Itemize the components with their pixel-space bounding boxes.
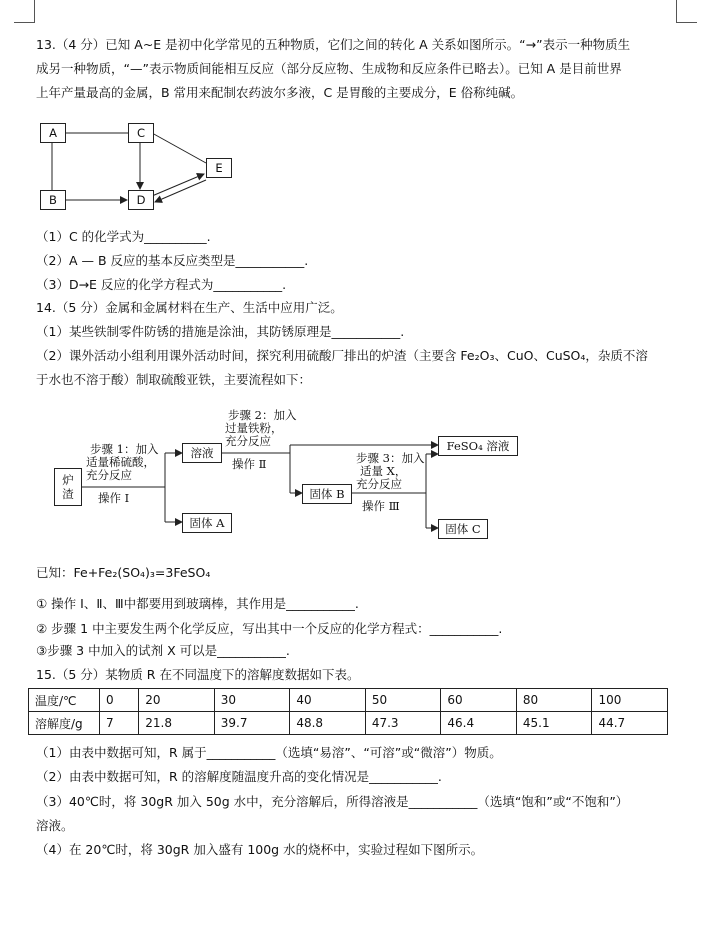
q14-sub2b: 于水也不溶于酸）制取硫酸亚铁，主要流程如下：: [36, 372, 312, 387]
table-cell: 50: [365, 689, 441, 712]
q13-sub1: （1）C 的化学式为__________.: [36, 229, 211, 244]
q13-line1: 13.（4 分）已知 A~E 是初中化学常见的五种物质，它们之间的转化 A 关系如图所示。“→”表示一种物质生: [36, 37, 631, 52]
table-cell: 0: [100, 689, 139, 712]
node-d: D: [128, 190, 154, 210]
slag-box: [54, 468, 82, 506]
q13-sub2: （2）A — B 反应的基本反应类型是___________.: [36, 253, 309, 268]
table-cell: 60: [441, 689, 517, 712]
feso4-box: FeSO₄ 溶液: [438, 436, 518, 456]
q13-line2: 成另一种物质，“—”表示物质间能相互反应（部分反应物、生成物和反应条件已略去）。已知 A 是目前世界: [36, 61, 622, 76]
node-a: A: [40, 123, 66, 143]
table-cell: 46.4: [441, 712, 517, 735]
q15-sub4: （4）在 20℃时，将 30gR 加入盛有 100g 水的烧杯中，实验过程如下图所示。: [36, 842, 484, 857]
solid-b-box: 固体 B: [302, 484, 352, 504]
step3-line1: 步骤 3：加入: [356, 451, 425, 465]
solubility-table: [28, 688, 668, 735]
op2-label: 操作 Ⅱ: [232, 457, 267, 471]
step1-line1: 步骤 1：加入: [90, 442, 159, 456]
step2-line2: 过量铁粉，: [225, 421, 283, 435]
table-cell: 39.7: [214, 712, 290, 735]
q15-sub2: （2）由表中数据可知，R 的溶解度随温度升高的变化情况是___________.: [36, 769, 442, 784]
table-cell: 100: [592, 689, 668, 712]
table-cell: 30: [214, 689, 290, 712]
step1-line3: 充分反应: [86, 468, 132, 482]
q14-head: 14.（5 分）金属和金属材料在生产、生活中应用广泛。: [36, 300, 343, 315]
q15-sub1: （1）由表中数据可知，R 属于___________（选填“易溶”、“可溶”或“微溶”）物质。: [36, 745, 502, 760]
q13-line3: 上年产量最高的金属，B 常用来配制农药波尔多液，C 是胃酸的主要成分，E 俗称纯碱。: [36, 85, 524, 100]
table-row: [29, 712, 668, 735]
slag-char2: 渣: [62, 487, 74, 501]
node-b: B: [40, 190, 66, 210]
table-cell: 48.8: [290, 712, 366, 735]
solution-box: 溶液: [182, 443, 222, 463]
step1-line2: 适量稀硫酸，: [86, 455, 155, 469]
op3-label: 操作 Ⅲ: [362, 499, 400, 513]
q14-sub1: （1）某些铁制零件防锈的措施是涂油，其防锈原理是___________.: [36, 324, 405, 339]
step2-line1: 步骤 2：加入: [228, 408, 297, 422]
table-cell: 21.8: [139, 712, 215, 735]
slag-char1: 炉: [62, 473, 74, 487]
node-c: C: [128, 123, 154, 143]
table-cell: 44.7: [592, 712, 668, 735]
table-cell: 溶解度/g: [29, 712, 100, 735]
step3-line3: 充分反应: [356, 477, 402, 491]
op1-label: 操作 Ⅰ: [98, 491, 130, 505]
node-e: E: [206, 158, 232, 178]
q15-sub3b: 溶液。: [36, 818, 74, 833]
step2-line3: 充分反应: [225, 434, 271, 448]
q13-sub3: （3）D→E 反应的化学方程式为___________.: [36, 277, 287, 292]
step3-line2: 适量 X，: [360, 464, 407, 478]
table-cell: 40: [290, 689, 366, 712]
table-cell: 20: [139, 689, 215, 712]
q15-head: 15.（5 分）某物质 R 在不同温度下的溶解度数据如下表。: [36, 667, 360, 682]
solid-a-box: 固体 A: [182, 513, 232, 533]
solid-c-box: 固体 C: [438, 519, 488, 539]
table-cell: 80: [516, 689, 592, 712]
q15-sub3a: （3）40℃时，将 30gR 加入 50g 水中，充分溶解后，所得溶液是___________（选填“饱和”或“不饱和”）: [36, 794, 629, 809]
table-cell: 45.1: [516, 712, 592, 735]
table-cell: 7: [100, 712, 139, 735]
table-row: [29, 689, 668, 712]
table-cell: 温度/℃: [29, 689, 100, 712]
q14-q1: ① 操作 Ⅰ、Ⅱ、Ⅲ中都要用到玻璃棒，其作用是___________.: [36, 596, 359, 611]
q14-sub2a: （2）课外活动小组利用课外活动时间，探究利用硫酸厂排出的炉渣（主要含 Fe₂O₃、CuO、CuSO₄，杂质不溶: [36, 348, 648, 363]
q14-q2: ② 步骤 1 中主要发生两个化学反应，写出其中一个反应的化学方程式：___________.: [36, 621, 503, 636]
table-cell: 47.3: [365, 712, 441, 735]
q14-known: 已知：Fe+Fe₂(SO₄)₃=3FeSO₄: [36, 565, 211, 580]
q14-q3: ③步骤 3 中加入的试剂 X 可以是___________.: [36, 643, 290, 658]
